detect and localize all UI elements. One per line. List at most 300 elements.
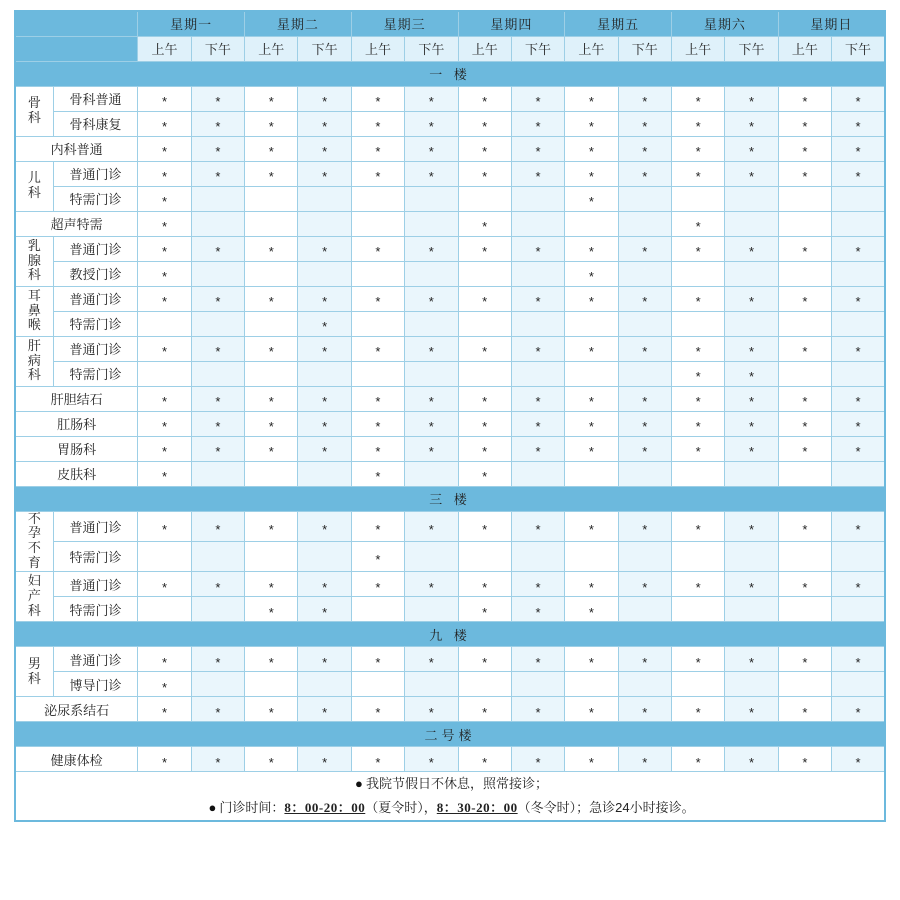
outpatient-schedule-table	[14, 10, 886, 822]
schedule-cell	[298, 672, 351, 697]
schedule-cell	[191, 436, 244, 461]
schedule-cell	[405, 111, 458, 136]
schedule-cell	[405, 361, 458, 386]
table-row	[15, 186, 885, 211]
schedule-cell	[138, 86, 191, 111]
row-label: 特需门诊	[53, 541, 138, 571]
table-row	[15, 386, 885, 411]
schedule-cell	[351, 572, 404, 597]
table-row	[15, 311, 885, 336]
schedule-cell	[725, 236, 778, 261]
schedule-cell	[191, 647, 244, 672]
schedule-cell	[832, 511, 885, 541]
schedule-cell	[458, 236, 511, 261]
table-row	[15, 236, 885, 261]
schedule-cell	[405, 261, 458, 286]
department-label: 不 孕 不 育	[15, 511, 53, 572]
header-am: 上午	[565, 36, 618, 61]
schedule-cell	[138, 541, 191, 571]
department-label: 妇 产 科	[15, 572, 53, 622]
schedule-cell	[565, 161, 618, 186]
schedule-cell	[671, 747, 724, 772]
schedule-cell	[618, 136, 671, 161]
schedule-cell	[618, 86, 671, 111]
schedule-cell	[832, 336, 885, 361]
row-label: 普通门诊	[53, 161, 138, 186]
schedule-cell	[298, 386, 351, 411]
floor-label: 一 楼	[15, 61, 885, 86]
header-pm: 下午	[511, 36, 564, 61]
department-label: 耳 鼻 喉	[15, 286, 53, 336]
table-row	[15, 647, 885, 672]
schedule-cell	[671, 311, 724, 336]
schedule-cell	[671, 436, 724, 461]
notes-row	[15, 772, 885, 822]
schedule-cell	[565, 672, 618, 697]
schedule-cell	[725, 411, 778, 436]
header-row-ampm	[15, 36, 885, 61]
schedule-cell	[832, 211, 885, 236]
floor-divider-row	[15, 61, 885, 86]
schedule-cell	[245, 161, 298, 186]
schedule-cell	[565, 647, 618, 672]
schedule-cell	[138, 261, 191, 286]
schedule-cell	[511, 511, 564, 541]
department-label: 肝 病 科	[15, 336, 53, 386]
table-row	[15, 572, 885, 597]
schedule-cell	[832, 136, 885, 161]
schedule-cell	[191, 541, 244, 571]
schedule-cell	[191, 411, 244, 436]
schedule-cell	[671, 572, 724, 597]
schedule-cell	[671, 261, 724, 286]
schedule-cell	[351, 111, 404, 136]
note-line-2	[16, 796, 884, 820]
schedule-cell	[298, 236, 351, 261]
schedule-cell	[245, 697, 298, 722]
schedule-cell	[191, 747, 244, 772]
schedule-cell	[832, 386, 885, 411]
schedule-cell	[565, 697, 618, 722]
schedule-cell	[405, 336, 458, 361]
schedule-cell	[351, 236, 404, 261]
schedule-cell	[458, 286, 511, 311]
header-row-days	[15, 11, 885, 36]
schedule-cell	[138, 697, 191, 722]
schedule-cell	[832, 436, 885, 461]
schedule-cell	[832, 597, 885, 622]
table-row	[15, 411, 885, 436]
floor-divider-row	[15, 622, 885, 647]
schedule-cell	[725, 747, 778, 772]
schedule-cell	[671, 461, 724, 486]
schedule-cell	[725, 186, 778, 211]
schedule-cell	[725, 311, 778, 336]
schedule-cell	[458, 436, 511, 461]
schedule-cell	[405, 647, 458, 672]
schedule-cell	[832, 161, 885, 186]
schedule-cell	[725, 461, 778, 486]
schedule-cell	[671, 361, 724, 386]
schedule-cell	[511, 461, 564, 486]
schedule-cell	[671, 136, 724, 161]
header-am: 上午	[671, 36, 724, 61]
schedule-cell	[725, 386, 778, 411]
schedule-cell	[298, 286, 351, 311]
schedule-cell	[191, 136, 244, 161]
schedule-cell	[191, 386, 244, 411]
schedule-cell	[832, 236, 885, 261]
schedule-cell	[245, 136, 298, 161]
row-label: 胃肠科	[15, 436, 138, 461]
schedule-cell	[138, 311, 191, 336]
schedule-cell	[191, 511, 244, 541]
schedule-cell	[458, 161, 511, 186]
schedule-cell	[725, 436, 778, 461]
table-row	[15, 697, 885, 722]
schedule-cell	[351, 461, 404, 486]
schedule-cell	[458, 386, 511, 411]
table-row	[15, 461, 885, 486]
schedule-cell	[191, 572, 244, 597]
table-row	[15, 211, 885, 236]
schedule-cell	[832, 411, 885, 436]
row-label: 健康体检	[15, 747, 138, 772]
schedule-cell	[511, 672, 564, 697]
row-label: 普通门诊	[53, 572, 138, 597]
schedule-cell	[138, 336, 191, 361]
schedule-cell	[565, 361, 618, 386]
schedule-cell	[565, 411, 618, 436]
schedule-cell	[778, 336, 831, 361]
schedule-cell	[351, 361, 404, 386]
table-row	[15, 672, 885, 697]
schedule-cell	[191, 311, 244, 336]
schedule-cell	[511, 597, 564, 622]
header-corner	[15, 11, 138, 36]
schedule-cell	[351, 672, 404, 697]
schedule-cell	[725, 336, 778, 361]
schedule-cell	[618, 236, 671, 261]
schedule-cell	[671, 597, 724, 622]
schedule-cell	[298, 461, 351, 486]
schedule-cell	[778, 211, 831, 236]
header-pm: 下午	[725, 36, 778, 61]
schedule-cell	[351, 511, 404, 541]
table-row	[15, 336, 885, 361]
schedule-cell	[191, 672, 244, 697]
row-label: 皮肤科	[15, 461, 138, 486]
row-label: 骨科康复	[53, 111, 138, 136]
header-am: 上午	[351, 36, 404, 61]
header-day: 星期六	[671, 11, 778, 36]
schedule-cell	[832, 461, 885, 486]
schedule-cell	[191, 261, 244, 286]
schedule-cell	[351, 311, 404, 336]
header-day: 星期三	[351, 11, 458, 36]
schedule-cell	[618, 311, 671, 336]
table-row	[15, 261, 885, 286]
schedule-cell	[511, 541, 564, 571]
schedule-cell	[351, 161, 404, 186]
schedule-cell	[832, 747, 885, 772]
schedule-cell	[725, 136, 778, 161]
schedule-cell	[511, 572, 564, 597]
table-row	[15, 286, 885, 311]
row-label: 超声特需	[15, 211, 138, 236]
schedule-cell	[725, 511, 778, 541]
header-day: 星期日	[778, 11, 885, 36]
schedule-cell	[298, 647, 351, 672]
schedule-cell	[565, 436, 618, 461]
header-corner-2	[15, 36, 138, 61]
schedule-cell	[405, 411, 458, 436]
schedule-cell	[618, 572, 671, 597]
schedule-cell	[351, 211, 404, 236]
row-label: 特需门诊	[53, 597, 138, 622]
schedule-cell	[565, 86, 618, 111]
schedule-cell	[191, 597, 244, 622]
schedule-cell	[351, 261, 404, 286]
schedule-cell	[832, 672, 885, 697]
table-row	[15, 136, 885, 161]
schedule-cell	[458, 511, 511, 541]
department-label: 骨 科	[15, 86, 53, 136]
schedule-cell	[458, 336, 511, 361]
schedule-cell	[245, 361, 298, 386]
schedule-cell	[725, 211, 778, 236]
schedule-cell	[405, 572, 458, 597]
schedule-cell	[138, 647, 191, 672]
schedule-cell	[245, 511, 298, 541]
schedule-cell	[245, 86, 298, 111]
header-day: 星期四	[458, 11, 565, 36]
schedule-cell	[565, 311, 618, 336]
schedule-cell	[138, 186, 191, 211]
row-label: 特需门诊	[53, 311, 138, 336]
schedule-cell	[245, 336, 298, 361]
schedule-cell	[458, 747, 511, 772]
schedule-cell	[405, 136, 458, 161]
schedule-cell	[245, 436, 298, 461]
schedule-cell	[565, 572, 618, 597]
schedule-cell	[191, 236, 244, 261]
schedule-cell	[138, 747, 191, 772]
schedule-cell	[618, 211, 671, 236]
schedule-cell	[565, 111, 618, 136]
schedule-cell	[725, 261, 778, 286]
schedule-cell	[618, 436, 671, 461]
schedule-cell	[778, 672, 831, 697]
schedule-cell	[351, 411, 404, 436]
schedule-cell	[405, 161, 458, 186]
schedule-cell	[351, 597, 404, 622]
floor-divider-row	[15, 722, 885, 747]
schedule-cell	[351, 186, 404, 211]
schedule-cell	[191, 286, 244, 311]
schedule-cell	[778, 236, 831, 261]
schedule-cell	[618, 186, 671, 211]
schedule-cell	[138, 386, 191, 411]
schedule-cell	[245, 672, 298, 697]
header-am: 上午	[245, 36, 298, 61]
schedule-cell	[671, 286, 724, 311]
schedule-cell	[671, 186, 724, 211]
schedule-cell	[245, 572, 298, 597]
schedule-cell	[298, 111, 351, 136]
row-label: 普通门诊	[53, 336, 138, 361]
schedule-cell	[351, 136, 404, 161]
schedule-cell	[618, 411, 671, 436]
schedule-cell	[725, 541, 778, 571]
header-am: 上午	[458, 36, 511, 61]
schedule-cell	[405, 286, 458, 311]
schedule-cell	[618, 386, 671, 411]
schedule-cell	[245, 311, 298, 336]
schedule-cell	[191, 161, 244, 186]
schedule-cell	[458, 186, 511, 211]
schedule-cell	[351, 697, 404, 722]
schedule-cell	[671, 511, 724, 541]
schedule-cell	[191, 461, 244, 486]
schedule-cell	[778, 572, 831, 597]
note-line-1	[16, 772, 884, 796]
schedule-cell	[458, 572, 511, 597]
schedule-cell	[298, 361, 351, 386]
schedule-cell	[351, 541, 404, 571]
schedule-cell	[778, 697, 831, 722]
schedule-cell	[725, 111, 778, 136]
schedule-cell	[245, 186, 298, 211]
schedule-cell	[138, 672, 191, 697]
schedule-cell	[245, 111, 298, 136]
schedule-cell	[618, 697, 671, 722]
row-label: 特需门诊	[53, 361, 138, 386]
schedule-cell	[458, 461, 511, 486]
row-label: 普通门诊	[53, 511, 138, 541]
schedule-cell	[405, 672, 458, 697]
schedule-cell	[298, 572, 351, 597]
schedule-cell	[725, 597, 778, 622]
schedule-cell	[671, 211, 724, 236]
table-row	[15, 747, 885, 772]
header-day: 星期二	[245, 11, 352, 36]
schedule-cell	[351, 86, 404, 111]
schedule-cell	[351, 386, 404, 411]
schedule-cell	[511, 411, 564, 436]
schedule-cell	[565, 597, 618, 622]
schedule-cell	[298, 261, 351, 286]
schedule-cell	[778, 541, 831, 571]
floor-divider-row	[15, 486, 885, 511]
schedule-cell	[832, 311, 885, 336]
schedule-cell	[458, 697, 511, 722]
row-label: 博导门诊	[53, 672, 138, 697]
schedule-cell	[832, 286, 885, 311]
schedule-cell	[725, 672, 778, 697]
schedule-cell	[405, 211, 458, 236]
schedule-cell	[458, 672, 511, 697]
schedule-cell	[618, 461, 671, 486]
schedule-cell	[618, 597, 671, 622]
schedule-cell	[405, 697, 458, 722]
schedule-cell	[511, 286, 564, 311]
bullet-icon: ●	[355, 776, 363, 792]
schedule-cell	[511, 386, 564, 411]
row-label: 内科普通	[15, 136, 138, 161]
schedule-cell	[565, 386, 618, 411]
schedule-cell	[565, 461, 618, 486]
schedule-cell	[245, 647, 298, 672]
schedule-cell	[725, 286, 778, 311]
schedule-cell	[778, 461, 831, 486]
schedule-cell	[245, 236, 298, 261]
schedule-cell	[191, 361, 244, 386]
schedule-cell	[565, 136, 618, 161]
schedule-cell	[671, 161, 724, 186]
department-label: 男 科	[15, 647, 53, 697]
note-2-prefix: 门诊时间：	[219, 800, 285, 816]
schedule-cell	[671, 111, 724, 136]
table-row	[15, 511, 885, 541]
schedule-cell	[725, 361, 778, 386]
schedule-cell	[298, 186, 351, 211]
schedule-cell	[458, 136, 511, 161]
floor-label: 三 楼	[15, 486, 885, 511]
schedule-cell	[565, 336, 618, 361]
bullet-icon: ●	[208, 800, 217, 816]
schedule-cell	[725, 647, 778, 672]
schedule-cell	[138, 436, 191, 461]
schedule-cell	[138, 211, 191, 236]
schedule-cell	[245, 541, 298, 571]
schedule-cell	[298, 436, 351, 461]
schedule-body	[15, 11, 885, 821]
schedule-cell	[245, 386, 298, 411]
note-2-mid2: （冬令时）；急诊24小时接诊。	[517, 800, 695, 816]
schedule-cell	[351, 436, 404, 461]
schedule-cell	[458, 541, 511, 571]
note-2-mid1: （夏令时），	[365, 800, 437, 816]
row-label: 泌尿系结石	[15, 697, 138, 722]
schedule-cell	[298, 136, 351, 161]
schedule-cell	[458, 111, 511, 136]
department-label: 乳 腺 科	[15, 236, 53, 286]
table-row	[15, 541, 885, 571]
schedule-cell	[778, 411, 831, 436]
schedule-cell	[245, 411, 298, 436]
row-label: 普通门诊	[53, 647, 138, 672]
schedule-cell	[618, 161, 671, 186]
schedule-cell	[671, 236, 724, 261]
schedule-cell	[725, 161, 778, 186]
schedule-cell	[832, 541, 885, 571]
schedule-cell	[511, 161, 564, 186]
schedule-cell	[618, 261, 671, 286]
department-label: 儿 科	[15, 161, 53, 211]
schedule-cell	[405, 597, 458, 622]
schedule-cell	[778, 436, 831, 461]
schedule-cell	[298, 336, 351, 361]
schedule-cell	[298, 211, 351, 236]
schedule-cell	[565, 211, 618, 236]
schedule-cell	[191, 697, 244, 722]
schedule-cell	[458, 411, 511, 436]
row-label: 肛肠科	[15, 411, 138, 436]
schedule-cell	[832, 261, 885, 286]
schedule-cell	[405, 511, 458, 541]
schedule-cell	[565, 541, 618, 571]
